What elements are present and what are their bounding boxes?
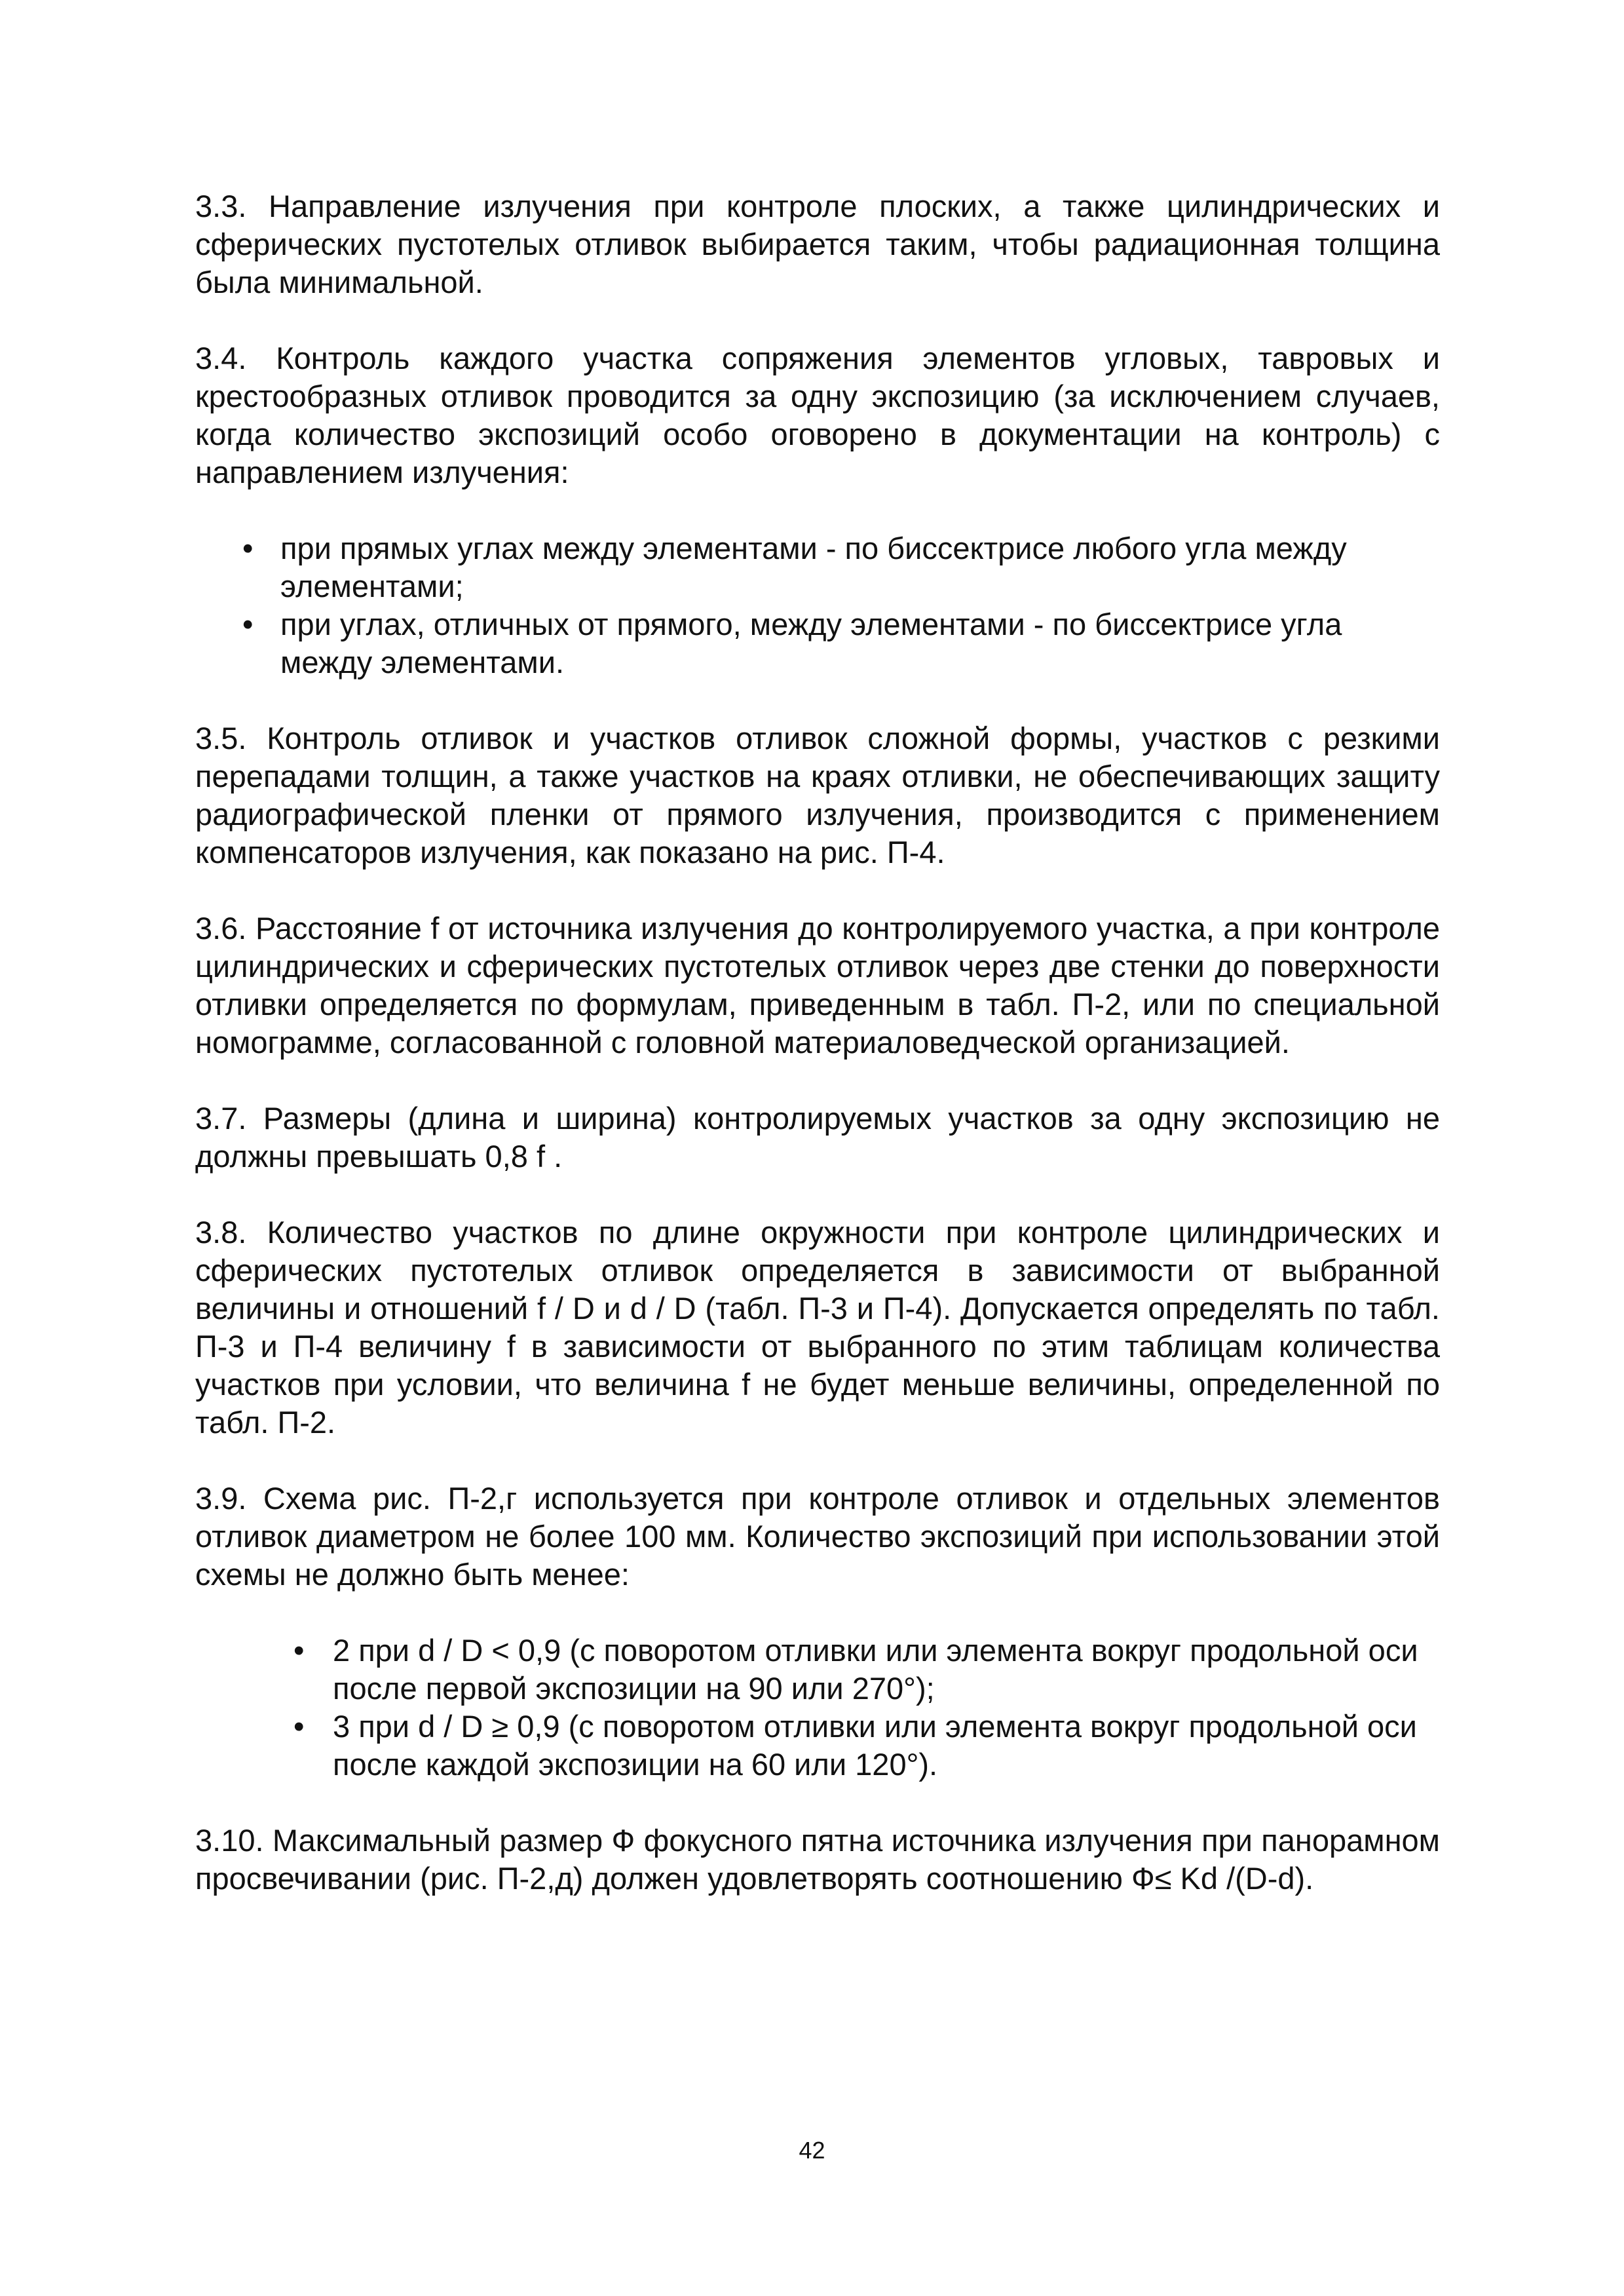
document-body <box>195 187 1440 1936</box>
page-number: 42 <box>799 2137 825 2164</box>
paragraph-3-4: 3.4. Контроль каждого участка сопряжения элементов угловых, тавровых и крестообразных отливок проводится за одну экспозицию (за исключением случаев, когда количество экспозиций особо оговорено в документации на контроль) с направлением излучения: <box>195 341 1440 489</box>
paragraph-3-8: 3.8. Количество участков по длине окружности при контроле цилиндрических и сферических пустотелых отливок определяется в зависимости от выбранной величины и отношений f / D и d / D (табл. П-3 и П-4). Допускается определять по табл. П-3 и П-4 величину f в зависимости от выбранного по этим таблицам количества участков при условии, что величина f не будет меньше величины, определенной по табл. П-2. <box>195 1215 1440 1440</box>
paragraph-3-9: 3.9. Схема рис. П-2,г используется при контроле отливок и отдельных элементов отливок диаметром не более 100 мм. Количество экспозиций при использовании этой схемы не должно быть менее: <box>195 1481 1440 1592</box>
paragraph-3-6: 3.6. Расстояние f от источника излучения до контролируемого участка, а при контроле цилиндрических и сферических пустотелых отливок через две стенки до поверхности отливки определяется по формулам, приведенным в табл. П-2, или по специальной номограмме, согласованной с головной материаловедческой организацией. <box>195 911 1440 1060</box>
list-item-text: при прямых углах между элементами - по биссектрисе любого угла между элементами; <box>280 531 1347 603</box>
paragraph-3-10: 3.10. Максимальный размер Ф фокусного пятна источника излучения при панорамном просвечивании (рис. П-2,д) должен удовлетворять соотношению Ф≤ Kd /(D-d). <box>195 1823 1440 1896</box>
list-item-text: 3 при d / D ≥ 0,9 (с поворотом отливки или элемента вокруг продольной оси после каждой экспозиции на 60 или 120°). <box>333 1709 1417 1782</box>
list-item-text: при углах, отличных от прямого, между элементами - по биссектрисе угла между элементами. <box>280 607 1342 679</box>
list-item <box>195 529 1440 605</box>
paragraph-3-5: 3.5. Контроль отливок и участков отливок сложной формы, участков с резкими перепадами толщин, а также участков на краях отливки, не обеспечивающих защиту радиографической пленки от прямого излучения, производится с применением компенсаторов излучения, как показано на рис. П-4. <box>195 721 1440 870</box>
list-item-text: 2 при d / D < 0,9 (с поворотом отливки или элемента вокруг продольной оси после первой экспозиции на 90 или 270°); <box>333 1633 1418 1706</box>
bullet-list-3-9 <box>195 1632 1440 1784</box>
list-item <box>195 605 1440 681</box>
list-item <box>195 1632 1440 1708</box>
paragraph-3-3: 3.3. Направление излучения при контроле плоских, а также цилиндрических и сферических пустотелых отливок выбирается таким, чтобы радиационная толщина была минимальной. <box>195 189 1440 299</box>
bullet-icon: • <box>242 607 254 641</box>
paragraph-3-7: 3.7. Размеры (длина и ширина) контролируемых участков за одну экспозицию не должны превышать 0,8 f . <box>195 1101 1440 1174</box>
bullet-icon: • <box>293 1709 305 1744</box>
list-item <box>195 1708 1440 1784</box>
bullet-icon: • <box>293 1633 305 1668</box>
bullet-icon: • <box>242 531 254 565</box>
bullet-list-3-4 <box>195 529 1440 681</box>
